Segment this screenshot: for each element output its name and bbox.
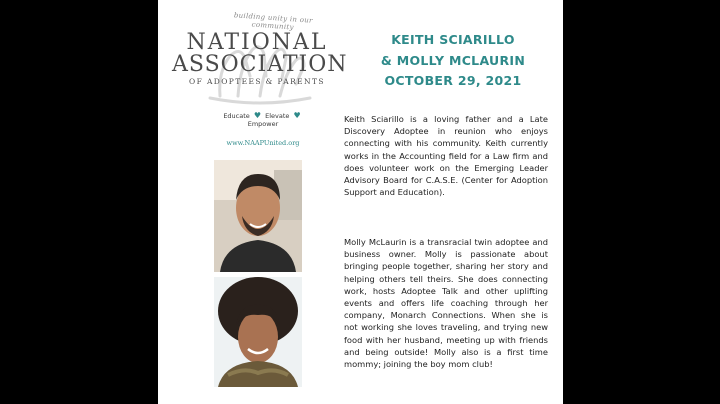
pillar-elevate: Elevate bbox=[265, 112, 290, 120]
molly-photo bbox=[214, 277, 302, 387]
header-name-molly: & MOLLY MCLAURIN bbox=[380, 53, 526, 68]
website-link[interactable]: www.NAAPUnited.org bbox=[226, 139, 300, 147]
logo-subtitle: OF ADOPTEES & PARENTS bbox=[189, 77, 325, 86]
header-name-keith: KEITH SCIARILLO bbox=[391, 32, 515, 47]
pillars-row bbox=[210, 111, 316, 128]
heart-icon: ♥ bbox=[253, 111, 262, 120]
logo-association: ASSOCIATION bbox=[172, 52, 348, 77]
pillar-empower: Empower bbox=[247, 120, 279, 128]
header-date: OCTOBER 29, 2021 bbox=[384, 73, 522, 88]
logo-national: NATIONAL bbox=[186, 30, 328, 55]
keith-photo bbox=[214, 160, 302, 272]
logo-tagline: building unity in our community bbox=[233, 11, 313, 32]
heart-icon: ♥ bbox=[293, 111, 301, 120]
bio-molly: Molly McLaurin is a transracial twin adoptee and business owner. Molly is passionate about bringing people together, sharing her story and helping others tell theirs. She does connecting work, hosts Adoptee Talk and other uplifting events and offers life coaching through her company, Monarch Connections. When she is not working she loves traveling, and trying new food with her husband, meeting up with friends and being outside! Molly also is a first time mommy; joining the boy mom club! bbox=[344, 237, 548, 370]
pillar-educate: Educate bbox=[223, 112, 250, 120]
bio-keith: Keith Sciarillo is a loving father and a Late Discovery Adoptee in reunion who enjoys connecting with his community. Keith currently works in the Accounting field for a Law firm and does volunteer work on the Emerging Leader Advisory Board for C.A.S.E. (Center for Adoption Support and Education). bbox=[344, 114, 548, 198]
flyer-page bbox=[158, 0, 563, 404]
